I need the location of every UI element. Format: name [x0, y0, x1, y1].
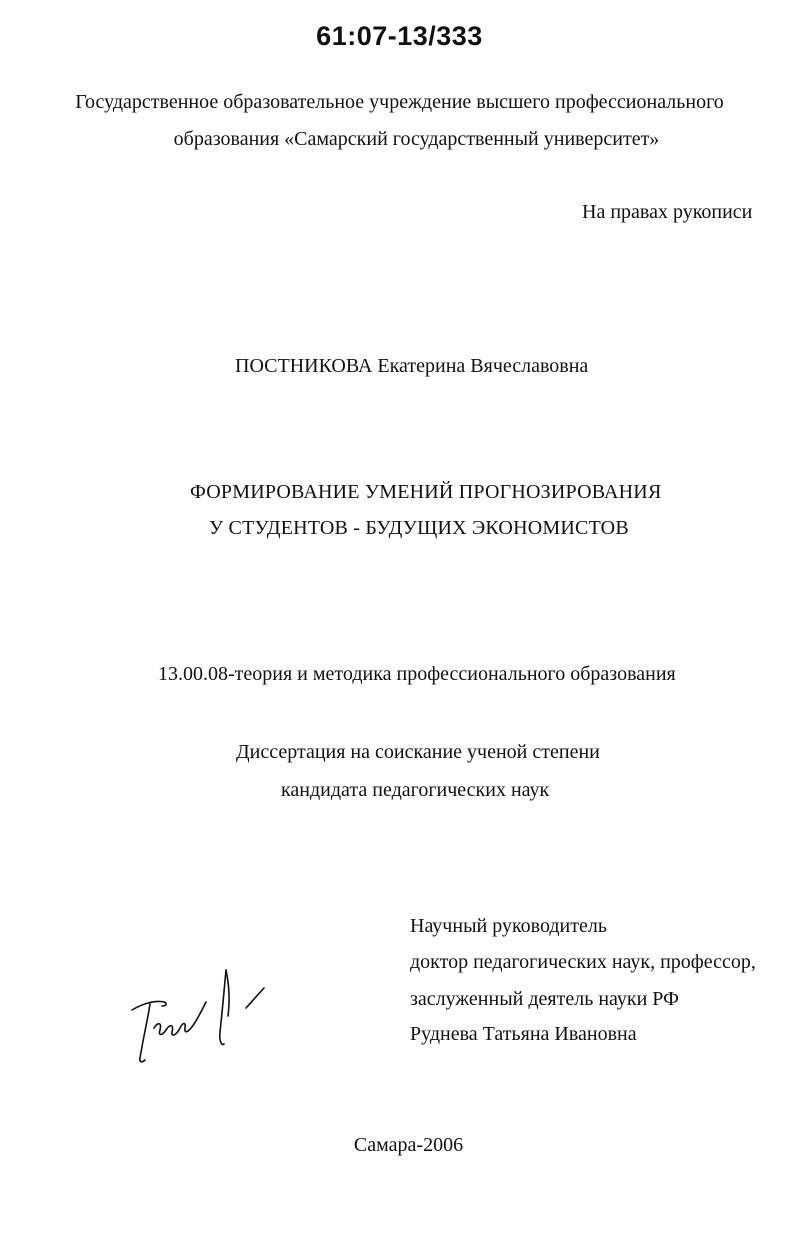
specialty: 13.00.08-теория и методика профессионального образования — [158, 663, 676, 685]
archive-number: 61:07-13/333 — [316, 21, 483, 51]
supervisor-honor: заслуженный деятель науки РФ — [410, 988, 679, 1010]
thesis-title-line-1: ФОРМИРОВАНИЕ УМЕНИЙ ПРОГНОЗИРОВАНИЯ — [190, 481, 662, 503]
institution-line-1: Государственное образовательное учреждение высшего профессионального — [75, 91, 724, 113]
signature-icon — [128, 962, 278, 1072]
author-name: ПОСТНИКОВА Екатерина Вячеславовна — [235, 355, 589, 377]
supervisor-label: Научный руководитель — [410, 915, 607, 937]
institution-line-2: образования «Самарский государственный университет» — [173, 128, 660, 150]
thesis-title-line-2: У СТУДЕНТОВ - БУДУЩИХ ЭКОНОМИСТОВ — [209, 517, 629, 539]
place-year: Самара-2006 — [353, 1134, 464, 1156]
degree-line-1: Диссертация на соискание ученой степени — [236, 741, 600, 763]
handwritten-signature — [128, 962, 278, 1072]
degree-line-2: кандидата педагогических наук — [281, 779, 550, 801]
supervisor-name: Руднева Татьяна Ивановна — [405, 1023, 637, 1045]
manuscript-rights: На правах рукописи — [582, 201, 753, 223]
supervisor-degree: доктор педагогических наук, профессор, — [410, 951, 756, 973]
